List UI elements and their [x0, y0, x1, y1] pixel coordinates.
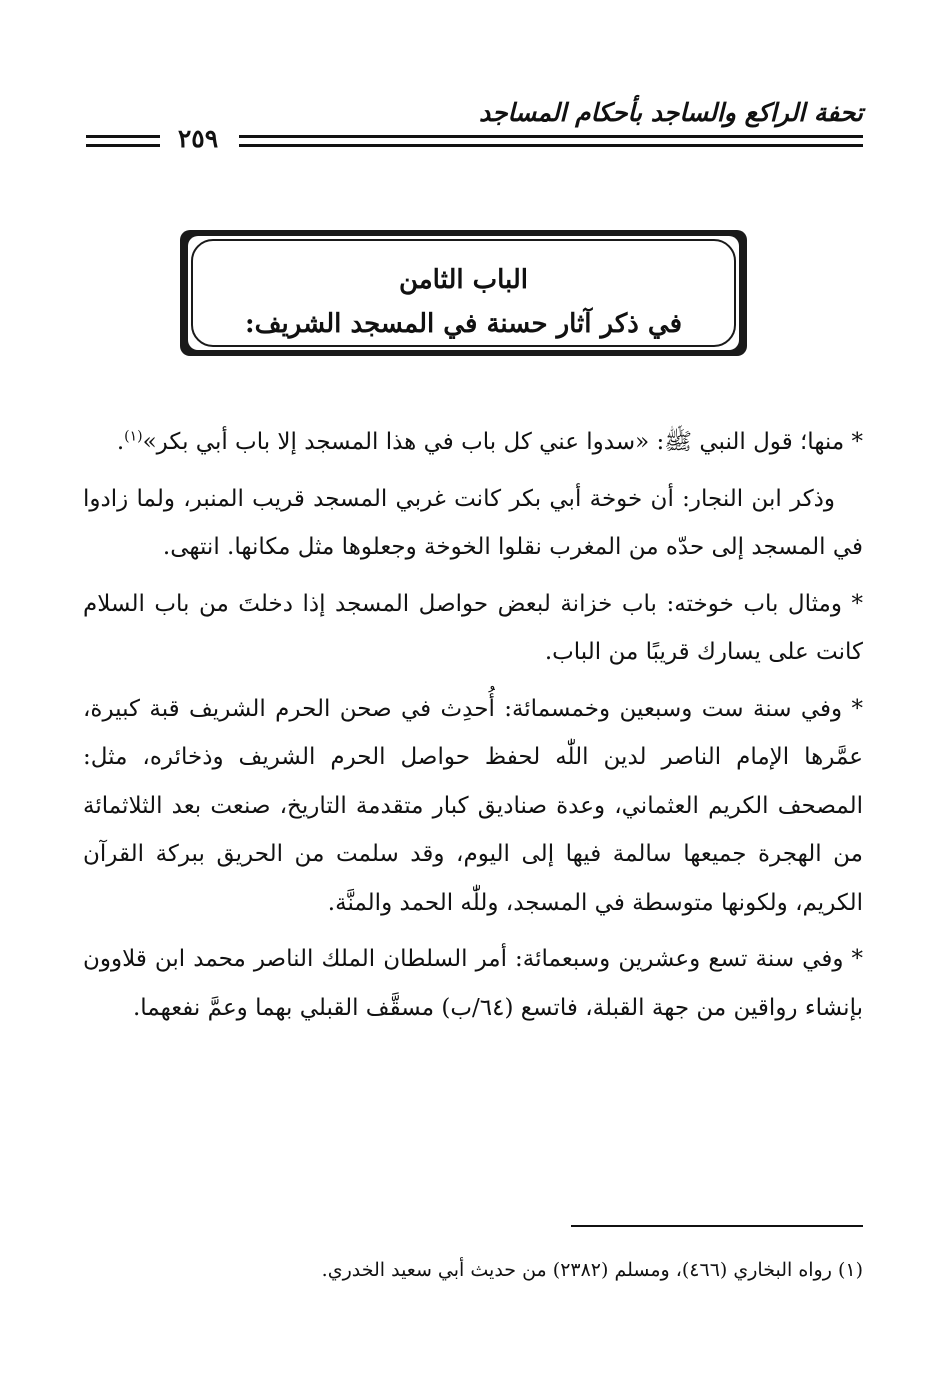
chapter-subtitle: في ذكر آثار حسنة في المسجد الشريف: — [244, 309, 683, 339]
page-number: ٢٥٩ — [177, 124, 219, 153]
footnote-reference[interactable]: (١) — [124, 428, 143, 445]
chapter-heading-box — [180, 230, 747, 356]
header-rule-right — [239, 135, 863, 147]
paragraph-5: * وفي سنة تسع وعشرين وسبعمائة: أمر السلطان الملك الناصر محمد ابن قلاوون بإنشاء رواقين من جهة القبلة، فاتسع (٦٤/ب) مسقَّف القبلي بهما وعمَّ نفعهما. — [83, 946, 863, 1021]
footnote-separator — [571, 1225, 863, 1227]
footnote-1: (١) رواه البخاري (٤٦٦)، ومسلم (٢٣٨٢) من حديث أبي سعيد الخدري. — [321, 1259, 863, 1281]
paragraph-4: * وفي سنة ست وسبعين وخمسمائة: أُحدِث في صحن الحرم الشريف قبة كبيرة، عمَّرها الإمام الناصر لدين اللّٰه لحفظ حواصل الحرم الشريف وذخائره، مثل: المصحف الكريم العثماني، وعدة صناديق كبار متقدمة التاريخ، صنعت بعد الثلاثمائة من الهجرة جميعها سالمة فيها إلى اليوم، وقد سلمت من الحريق ببركة القرآن الكريم، ولكونها متوسطة في المسجد، وللّٰه الحمد والمنَّة. — [83, 695, 863, 916]
paragraph-2: وذكر ابن النجار: أن خوخة أبي بكر كانت غربي المسجد قريب المنبر، ولما زادوا في المسجد إلى حدّه من المغرب نقلوا الخوخة وجعلوها مثل مكانها. انتهى. — [83, 485, 863, 560]
paragraph-1 — [83, 418, 863, 467]
running-header-title: تحفة الراكع والساجد بأحكام المساجد — [478, 98, 863, 127]
header-rule-left — [86, 135, 160, 147]
paragraph-1-text: * منها؛ قول النبي ﷺ: «سدوا عني كل باب في هذا المسجد إلا باب أبي بكر» — [142, 429, 863, 455]
chapter-title: الباب الثامن — [398, 265, 529, 295]
paragraph-3: * ومثال باب خوخته: باب خزانة لبعض حواصل المسجد إذا دخلتَ من باب السلام كانت على يسارك قريبًا من الباب. — [83, 590, 863, 665]
paragraph-1-tail: . — [116, 429, 125, 455]
chapter-heading-frame — [188, 236, 739, 350]
body-text — [83, 418, 863, 1040]
chapter-heading-inner-frame — [191, 239, 736, 347]
